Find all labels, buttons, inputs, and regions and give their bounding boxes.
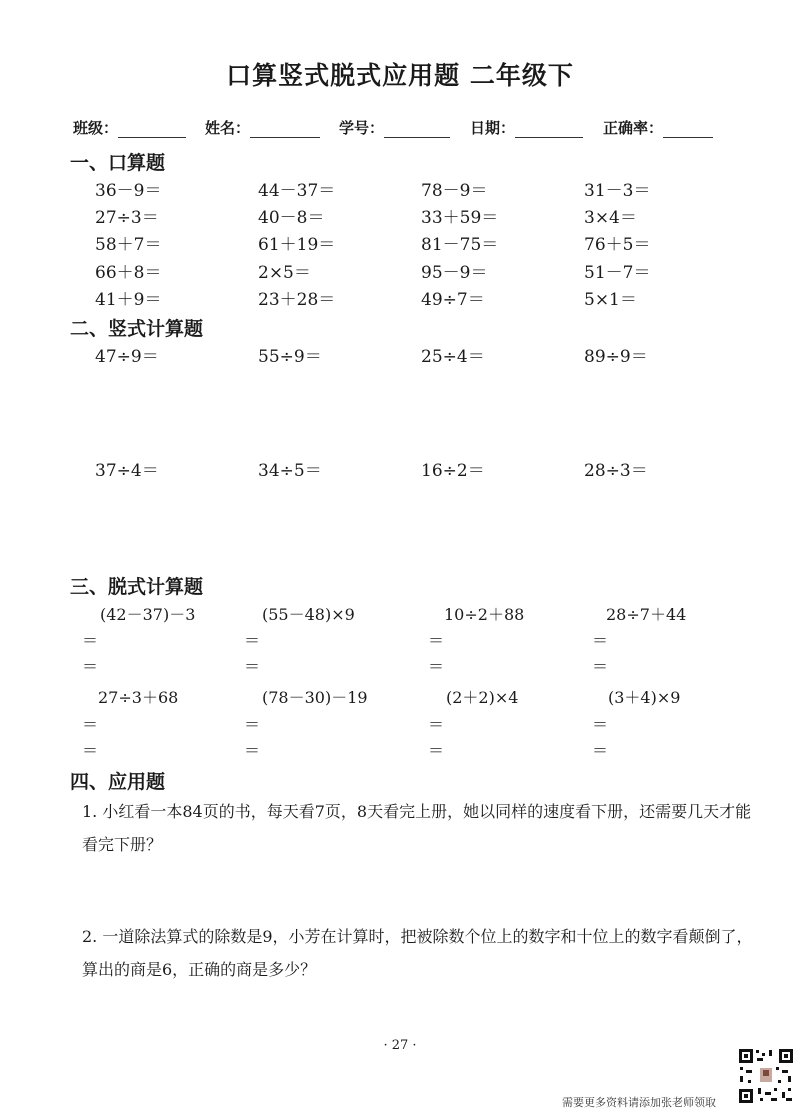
- name-label: 姓名：: [205, 119, 251, 137]
- equals-sign: ＝: [244, 631, 261, 650]
- class-field[interactable]: [73, 117, 186, 138]
- equals-sign: ＝: [82, 741, 99, 760]
- student-id-label: 学号：: [339, 119, 385, 137]
- oral-problem: 44－37＝: [258, 181, 336, 201]
- stepwise-problem: (2＋2)×4: [446, 688, 519, 707]
- oral-problem: 81－75＝: [421, 235, 499, 255]
- oral-problem: 49÷7＝: [421, 290, 485, 310]
- stepwise-problem: 10÷2＋88: [444, 605, 525, 624]
- class-blank[interactable]: [118, 123, 186, 138]
- equals-sign: ＝: [428, 715, 445, 734]
- oral-problem: 33＋59＝: [421, 208, 499, 228]
- oral-problem: 95－9＝: [421, 263, 488, 283]
- equals-sign: ＝: [592, 741, 609, 760]
- stepwise-problem: (42－37)－3: [100, 605, 196, 624]
- footer-note: 需要更多资料请添加张老师领取: [562, 1096, 716, 1109]
- vertical-problem: 47÷9＝: [95, 347, 159, 367]
- word-problem-1: 1. 小红看一本84页的书，每天看7页，8天看完上册，她以同样的速度看下册，还需要几天才能看完下册？: [82, 802, 752, 854]
- oral-problem: 31－3＝: [584, 181, 651, 201]
- oral-problem: 51－7＝: [584, 263, 651, 283]
- stepwise-problem: (3＋4)×9: [608, 688, 681, 707]
- student-id-field[interactable]: [339, 117, 450, 138]
- name-blank[interactable]: [250, 123, 320, 138]
- stepwise-problem: 27÷3＋68: [98, 688, 179, 707]
- oral-problem: 58＋7＝: [95, 235, 162, 255]
- equals-sign: ＝: [244, 741, 261, 760]
- accuracy-field[interactable]: [603, 117, 713, 138]
- qr-code-icon: [738, 1048, 794, 1104]
- date-label: 日期：: [470, 119, 516, 137]
- vertical-problem: 34÷5＝: [258, 461, 322, 481]
- oral-problem: 5×1＝: [584, 290, 637, 310]
- equals-sign: ＝: [592, 631, 609, 650]
- date-field[interactable]: [470, 117, 583, 138]
- equals-sign: ＝: [244, 657, 261, 676]
- section-oral-heading: 一、口算题: [70, 152, 166, 174]
- equals-sign: ＝: [244, 715, 261, 734]
- vertical-problem: 89÷9＝: [584, 347, 648, 367]
- vertical-problem: 55÷9＝: [258, 347, 322, 367]
- vertical-problem: 16÷2＝: [421, 461, 485, 481]
- oral-problem: 23＋28＝: [258, 290, 336, 310]
- page-title: 口算竖式脱式应用题 二年级下: [226, 61, 574, 90]
- section-stepwise-heading: 三、脱式计算题: [70, 576, 204, 598]
- stepwise-problem: (55－48)×9: [262, 605, 355, 624]
- page-number: · 27 ·: [383, 1038, 417, 1053]
- vertical-problem: 28÷3＝: [584, 461, 648, 481]
- oral-problem: 27÷3＝: [95, 208, 159, 228]
- oral-problem: 61＋19＝: [258, 235, 336, 255]
- equals-sign: ＝: [592, 657, 609, 676]
- oral-problem: 76＋5＝: [584, 235, 651, 255]
- vertical-problem: 37÷4＝: [95, 461, 159, 481]
- equals-sign: ＝: [428, 657, 445, 676]
- section-word-heading: 四、应用题: [70, 771, 166, 793]
- equals-sign: ＝: [428, 631, 445, 650]
- oral-problem: 2×5＝: [258, 263, 311, 283]
- oral-problem: 78－9＝: [421, 181, 488, 201]
- name-field[interactable]: [205, 117, 320, 138]
- oral-problem: 40－8＝: [258, 208, 325, 228]
- stepwise-problem: (78－30)－19: [262, 688, 368, 707]
- equals-sign: ＝: [82, 715, 99, 734]
- accuracy-blank[interactable]: [663, 123, 713, 138]
- section-vertical-heading: 二、竖式计算题: [70, 318, 204, 340]
- oral-problem: 41＋9＝: [95, 290, 162, 310]
- oral-problem: 36－9＝: [95, 181, 162, 201]
- vertical-problem: 25÷4＝: [421, 347, 485, 367]
- oral-problem: 66＋8＝: [95, 263, 162, 283]
- class-label: 班级：: [73, 119, 119, 137]
- oral-problem: 3×4＝: [584, 208, 637, 228]
- equals-sign: ＝: [428, 741, 445, 760]
- equals-sign: ＝: [82, 657, 99, 676]
- accuracy-label: 正确率：: [603, 119, 664, 137]
- equals-sign: ＝: [82, 631, 99, 650]
- stepwise-problem: 28÷7＋44: [606, 605, 687, 624]
- student-id-blank[interactable]: [384, 123, 450, 138]
- equals-sign: ＝: [592, 715, 609, 734]
- student-info-row: [73, 117, 753, 141]
- word-problem-2: 2. 一道除法算式的除数是9，小芳在计算时，把被除数个位上的数字和十位上的数字看颠倒了，算出的商是6，正确的商是多少？: [82, 927, 753, 979]
- date-blank[interactable]: [515, 123, 583, 138]
